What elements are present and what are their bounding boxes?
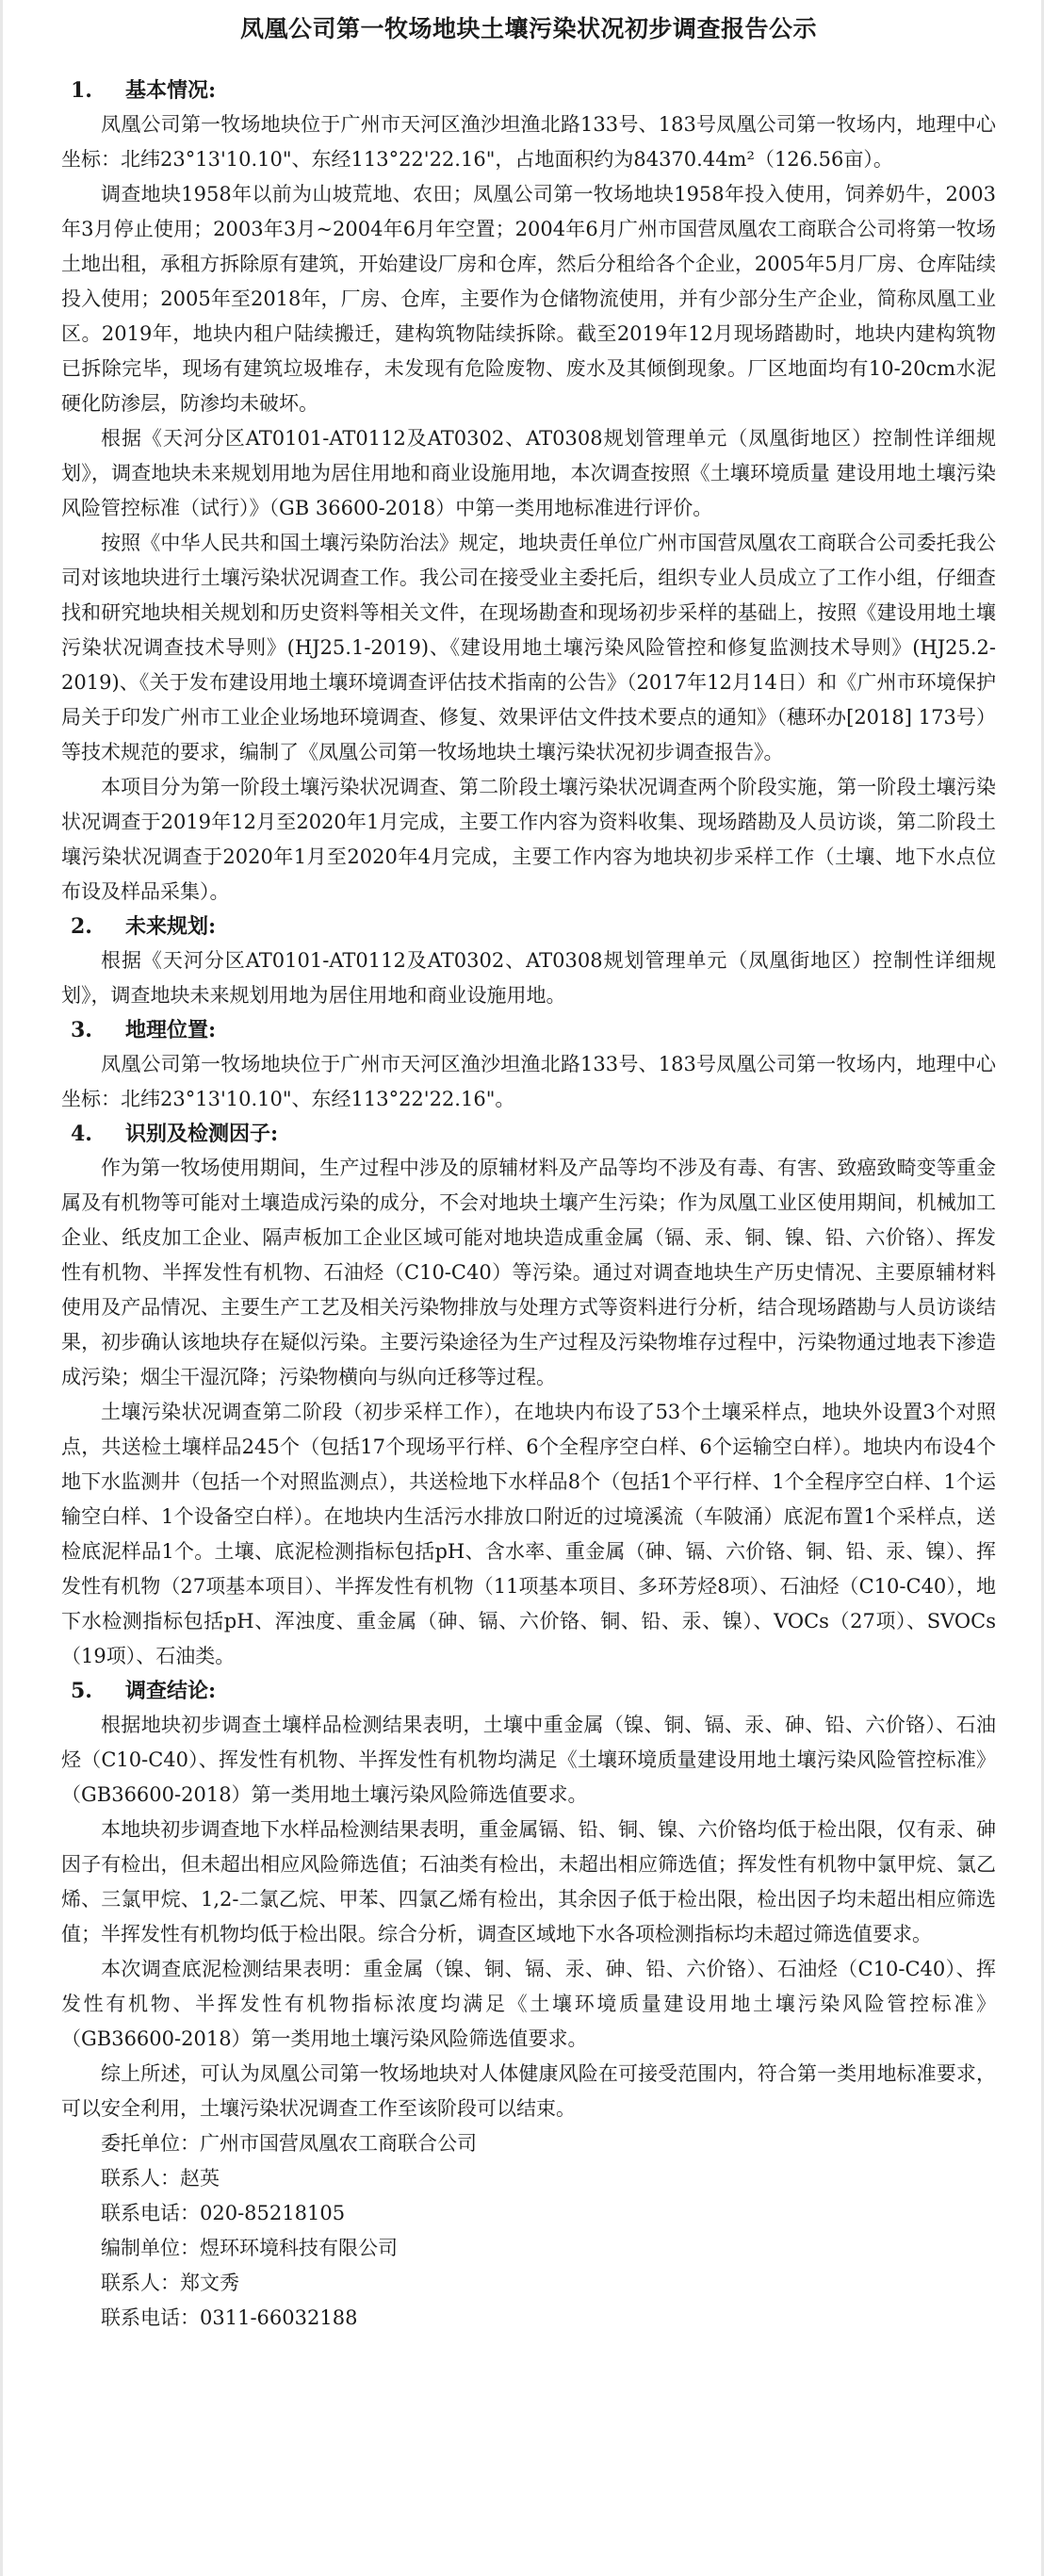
section-number: 3. — [71, 1018, 92, 1042]
section-number: 4. — [71, 1122, 92, 1146]
contact-author-unit: 编制单位：煜环环境科技有限公司 — [101, 2237, 398, 2259]
section-title: 未来规划: — [125, 914, 217, 939]
paragraph-sediment-results: 本次调查底泥检测结果表明：重金属（镍、铜、镉、汞、砷、铅、六价铬）、石油烃（C10-C40）、挥发性有机物、半挥发性有机物指标浓度均满足《土壤环境质量建设用地土壤污染风险管控标准》（GB36600-2018）第一类用地土壤污染风险筛选值要求。 — [61, 1958, 996, 2050]
paragraph-sampling: 土壤污染状况调查第二阶段（初步采样工作），在地块内布设了53个土壤采样点，地块外设置3个对照点，共送检土壤样品245个（包括17个现场平行样、6个全程序空白样、6个运输空白样）。地块内布设4个地下水监测井（包括一个对照监测点），共送检地下水样品8个（包括1个平行样、1个全程序空白样、1个运输空白样、1个设备空白样）。在地块内生活污水排放口附近的过境溪流（车陂涌）底泥布置1个采样点，送检底泥样品1个。土壤、底泥检测指标包括pH、含水率、重金属（砷、镉、六价铬、铜、铅、汞、镍）、挥发性有机物（27项基本项目）、半挥发性有机物（11项基本项目、多环芳烃8项）、石油烃（C10-C40），地下水检测指标包括pH、浑浊度、重金属（砷、镉、六价铬、铜、铅、汞、镍）、VOCs（27项）、SVOCs（19项）、石油类。 — [61, 1401, 996, 1667]
paragraph-geo-location: 凤凰公司第一牧场地块位于广州市天河区渔沙坦渔北路133号、183号凤凰公司第一牧场内，地理中心坐标：北纬23°13'10.10"、东经113°22'22.16"。 — [61, 1053, 996, 1110]
paragraph-planning-standard: 根据《天河分区AT0101-AT0112及AT0302、AT0308规划管理单元（凤凰街地区）控制性详细规划》，调查地块未来规划用地为居住用地和商业设施用地，本次调查按照《土壤环境质量 建设用地土壤污染风险管控标准（试行）》（GB 36600-2018）中第一类用地标准进行评价。 — [61, 427, 996, 519]
paragraph-soil-results: 根据地块初步调查土壤样品检测结果表明，土壤中重金属（镍、铜、镉、汞、砷、铅、六价铬）、石油烃（C10-C40）、挥发性有机物、半挥发性有机物均满足《土壤环境质量建设用地土壤污染风险管控标准》（GB36600-2018）第一类用地土壤污染风险筛选值要求。 — [61, 1714, 996, 1806]
section-heading-geo-location — [61, 1013, 996, 1047]
paragraph-groundwater-results: 本地块初步调查地下水样品检测结果表明，重金属镉、铅、铜、镍、六价铬均低于检出限，仅有汞、砷因子有检出，但未超出相应风险筛选值；石油类有检出，未超出相应筛选值；挥发性有机物中氯甲烷、氯乙烯、三氯甲烷、1,2-二氯乙烷、甲苯、四氯乙烯有检出，其余因子低于检出限，检出因子均未超出相应筛选值；半挥发性有机物均低于检出限。综合分析，调查区域地下水各项检测指标均未超过筛选值要求。 — [61, 1818, 996, 1945]
section-number: 5. — [71, 1679, 92, 1703]
paragraph-commission: 按照《中华人民共和国土壤污染防治法》规定，地块责任单位广州市国营凤凰农工商联合公司委托我公司对该地块进行土壤污染状况调查工作。我公司在接受业主委托后，组织专业人员成立了工作小组，仔细查找和研究地块相关规划和历史资料等相关文件，在现场勘查和现场初步采样的基础上，按照《建设用地土壤污染状况调查技术导则》(HJ25.1-2019)、《建设用地土壤污染风险管控和修复监测技术导则》(HJ25.2-2019)、《关于发布建设用地土壤环境调查评估技术指南的公告》（2017年12月14日）和《广州市环境保护局关于印发广州市工业企业场地环境调查、修复、效果评估文件技术要点的通知》（穗环办[2018] 173号）等技术规范的要求，编制了《凤凰公司第一牧场地块土壤污染状况初步调查报告》。 — [61, 532, 996, 763]
paragraph-future-planning: 根据《天河分区AT0101-AT0112及AT0302、AT0308规划管理单元（凤凰街地区）控制性详细规划》，调查地块未来规划用地为居住用地和商业设施用地。 — [61, 949, 996, 1007]
section-heading-basic-info — [61, 74, 996, 107]
section-title: 识别及检测因子: — [125, 1122, 279, 1146]
section-number: 2. — [71, 914, 92, 939]
section-heading-future-planning — [61, 910, 996, 943]
contact-author-person: 联系人：郑文秀 — [101, 2272, 239, 2294]
paragraph-project-phases: 本项目分为第一阶段土壤污染状况调查、第二阶段土壤污染状况调查两个阶段实施，第一阶段土壤污染状况调查于2019年12月至2020年1月完成，主要工作内容为资料收集、现场踏勘及人员访谈，第二阶段土壤污染状况调查于2020年1月至2020年4月完成，主要工作内容为地块初步采样工作（土壤、地下水点位布设及样品采集）。 — [61, 776, 996, 903]
contact-client-unit: 委托单位：广州市国营凤凰农工商联合公司 — [101, 2132, 477, 2155]
paragraph-summary: 综上所述，可认为凤凰公司第一牧场地块对人体健康风险在可接受范围内，符合第一类用地标准要求，可以安全利用，土壤污染状况调查工作至该阶段可以结束。 — [61, 2062, 996, 2120]
paragraph-site-history: 调查地块1958年以前为山坡荒地、农田；凤凰公司第一牧场地块1958年投入使用，饲养奶牛，2003年3月停止使用；2003年3月~2004年6月年空置；2004年6月广州市国营凤凰农工商联合公司将第一牧场土地出租，承租方拆除原有建筑，开始建设厂房和仓库，然后分租给各个企业，2005年5月厂房、仓库陆续投入使用；2005年至2018年，厂房、仓库，主要作为仓储物流使用，并有少部分生产企业，简称凤凰工业区。2019年，地块内租户陆续搬迁，建构筑物陆续拆除。截至2019年12月现场踏勘时，地块内建构筑物已拆除完毕，现场有建筑垃圾堆存，未发现有危险废物、废水及其倾倒现象。厂区地面均有10-20cm水泥硬化防渗层，防渗均未破坏。 — [61, 183, 996, 415]
section-title: 地理位置: — [125, 1018, 217, 1042]
paragraph-location-area: 凤凰公司第一牧场地块位于广州市天河区渔沙坦渔北路133号、183号凤凰公司第一牧场内，地理中心坐标：北纬23°13'10.10"、东经113°22'22.16"，占地面积约为84370.44m²（126.56亩）。 — [61, 113, 996, 171]
contact-client-person: 联系人：赵英 — [101, 2167, 220, 2190]
section-title: 基本情况: — [125, 78, 217, 103]
section-number: 1. — [71, 78, 92, 103]
section-heading-conclusion — [61, 1674, 996, 1708]
contact-client-phone: 联系电话：020-85218105 — [101, 2202, 346, 2224]
section-title: 调查结论: — [125, 1679, 217, 1703]
paragraph-pollution-identification: 作为第一牧场使用期间，生产过程中涉及的原辅材料及产品等均不涉及有毒、有害、致癌致畸变等重金属及有机物等可能对土壤造成污染的成分，不会对地块土壤产生污染；作为凤凰工业区使用期间，机械加工企业、纸皮加工企业、隔声板加工企业区域可能对地块造成重金属（镉、汞、铜、镍、铅、六价铬）、挥发性有机物、半挥发性有机物、石油烃（C10-C40）等污染。通过对调查地块生产历史情况、主要原辅材料使用及产品情况、主要生产工艺及相关污染物排放与处理方式等资料进行分析，结合现场踏勘与人员访谈结果，初步确认该地块存在疑似污染。主要污染途径为生产过程及污染物堆存过程中，污染物通过地表下渗造成污染；烟尘干湿沉降；污染物横向与纵向迁移等过程。 — [61, 1157, 996, 1388]
contact-author-phone: 联系电话：0311-66032188 — [101, 2306, 358, 2329]
section-heading-detection-factors — [61, 1117, 996, 1151]
document-title: 凤凰公司第一牧场地块土壤污染状况初步调查报告公示 — [239, 15, 817, 42]
